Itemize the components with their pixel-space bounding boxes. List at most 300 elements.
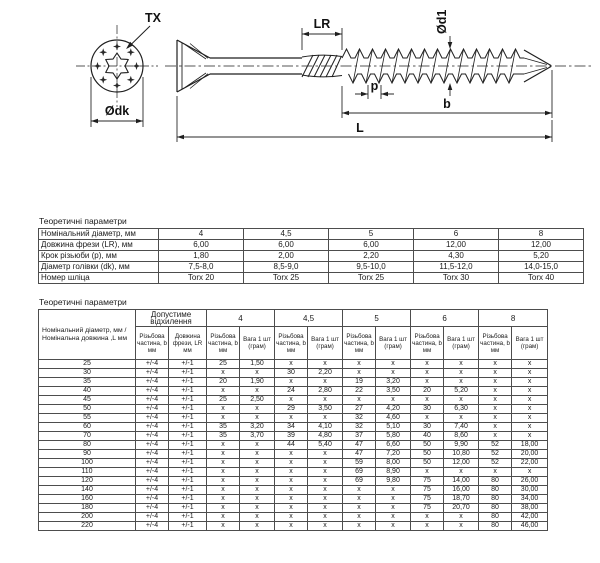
param-value: 12,00	[414, 240, 499, 251]
value-cell: x	[275, 414, 308, 423]
length-cell: 30	[39, 369, 136, 378]
screw-side-view	[165, 40, 592, 92]
size-row	[39, 504, 548, 513]
length-cell: 200	[39, 513, 136, 522]
value-cell: x	[240, 468, 275, 477]
param-value: 7,5-8,0	[159, 262, 244, 273]
value-cell: 46,00	[512, 522, 548, 531]
value-cell: 75	[411, 477, 444, 486]
param-label: Номінальний діаметр, мм	[39, 229, 159, 240]
value-cell: x	[343, 504, 376, 513]
value-cell: x	[343, 495, 376, 504]
table2-title: Теоретичні параметри	[39, 297, 127, 307]
value-cell: x	[444, 369, 479, 378]
size-row	[39, 450, 548, 459]
size-row	[39, 477, 548, 486]
value-cell: +/-4	[136, 504, 169, 513]
value-cell: +/-1	[169, 396, 207, 405]
value-cell: 9,80	[376, 477, 411, 486]
value-cell: 32	[343, 423, 376, 432]
value-cell: x	[207, 441, 240, 450]
param-value: 4,30	[414, 251, 499, 262]
length-cell: 110	[39, 468, 136, 477]
value-cell: x	[444, 513, 479, 522]
param-value: 8	[499, 229, 584, 240]
value-cell: 4,10	[308, 423, 343, 432]
value-cell: 5,10	[376, 423, 411, 432]
value-cell: x	[411, 468, 444, 477]
value-cell: x	[444, 522, 479, 531]
value-cell: +/-1	[169, 369, 207, 378]
value-cell: x	[411, 522, 444, 531]
length-cell: 160	[39, 495, 136, 504]
value-cell: x	[240, 522, 275, 531]
length-cell: 100	[39, 459, 136, 468]
value-cell: +/-1	[169, 378, 207, 387]
value-cell: x	[308, 396, 343, 405]
value-cell: 80	[479, 513, 512, 522]
value-cell: x	[444, 468, 479, 477]
value-cell: +/-4	[136, 369, 169, 378]
param-value: Torx 25	[329, 273, 414, 284]
value-cell: 5,40	[308, 441, 343, 450]
length-cell: 40	[39, 387, 136, 396]
value-cell: x	[343, 369, 376, 378]
value-cell: 25	[207, 396, 240, 405]
value-cell: 9,90	[444, 441, 479, 450]
length-cell: 50	[39, 405, 136, 414]
value-cell: 20,00	[512, 450, 548, 459]
value-cell: x	[512, 423, 548, 432]
param-value: 5	[329, 229, 414, 240]
value-cell: x	[376, 513, 411, 522]
value-cell: +/-4	[136, 468, 169, 477]
length-cell: 90	[39, 450, 136, 459]
value-cell: +/-4	[136, 423, 169, 432]
value-cell: +/-1	[169, 432, 207, 441]
value-cell: 3,50	[376, 387, 411, 396]
value-cell: 20	[411, 387, 444, 396]
size-row	[39, 360, 548, 369]
sizes-weights-table	[38, 309, 548, 531]
value-cell: x	[275, 495, 308, 504]
value-cell: 2,20	[308, 369, 343, 378]
value-cell: x	[275, 360, 308, 369]
value-cell: x	[444, 378, 479, 387]
size-row	[39, 513, 548, 522]
param-row	[39, 251, 584, 262]
value-cell: x	[308, 486, 343, 495]
value-cell: 20,70	[444, 504, 479, 513]
size-row	[39, 495, 548, 504]
value-cell: +/-4	[136, 513, 169, 522]
value-cell: x	[275, 486, 308, 495]
value-cell: x	[207, 450, 240, 459]
value-cell: 7,20	[376, 450, 411, 459]
value-cell: x	[343, 513, 376, 522]
length-cell: 25	[39, 360, 136, 369]
value-cell: 27	[343, 405, 376, 414]
value-cell: 50	[411, 441, 444, 450]
value-cell: x	[308, 414, 343, 423]
subheader-tolerance-b: Різьбова частина, b мм	[136, 327, 169, 360]
value-cell: x	[512, 378, 548, 387]
param-value: 4	[159, 229, 244, 240]
value-cell: x	[479, 369, 512, 378]
value-cell: +/-4	[136, 477, 169, 486]
value-cell: x	[343, 486, 376, 495]
value-cell: x	[376, 522, 411, 531]
value-cell: +/-4	[136, 450, 169, 459]
param-row	[39, 273, 584, 284]
size-row	[39, 432, 548, 441]
value-cell: 30,00	[512, 486, 548, 495]
value-cell: +/-1	[169, 468, 207, 477]
value-cell: x	[479, 387, 512, 396]
value-cell: 30	[411, 405, 444, 414]
value-cell: x	[308, 450, 343, 459]
param-row	[39, 240, 584, 251]
size-row	[39, 441, 548, 450]
value-cell: +/-4	[136, 432, 169, 441]
value-cell: x	[240, 495, 275, 504]
subheader-d5-weight: Вага 1 шт (грам)	[376, 327, 411, 360]
value-cell: x	[207, 387, 240, 396]
dimension-label-l: L	[356, 121, 364, 135]
value-cell: x	[240, 387, 275, 396]
value-cell: 80	[479, 486, 512, 495]
subheader-d6-b: Різьбова частина, b мм	[411, 327, 444, 360]
l-dimension	[177, 96, 552, 142]
value-cell: 18,00	[512, 441, 548, 450]
length-cell: 220	[39, 522, 136, 531]
value-cell: 20	[207, 378, 240, 387]
value-cell: x	[275, 477, 308, 486]
length-cell: 120	[39, 477, 136, 486]
value-cell: x	[512, 387, 548, 396]
param-value: 11,5-12,0	[414, 262, 499, 273]
value-cell: x	[479, 432, 512, 441]
value-cell: x	[444, 414, 479, 423]
value-cell: 1,90	[240, 378, 275, 387]
value-cell: 44	[275, 441, 308, 450]
value-cell: 75	[411, 504, 444, 513]
value-cell: +/-1	[169, 504, 207, 513]
value-cell: x	[207, 405, 240, 414]
value-cell: +/-4	[136, 360, 169, 369]
length-cell: 60	[39, 423, 136, 432]
value-cell: x	[240, 477, 275, 486]
length-cell: 55	[39, 414, 136, 423]
column-group-tolerance: Допустиме відхилення	[136, 310, 207, 327]
value-cell: 18,70	[444, 495, 479, 504]
size-row	[39, 459, 548, 468]
value-cell: x	[411, 513, 444, 522]
param-value: Torx 20	[159, 273, 244, 284]
value-cell: +/-4	[136, 414, 169, 423]
value-cell: x	[479, 378, 512, 387]
value-cell: 80	[479, 504, 512, 513]
value-cell: +/-1	[169, 387, 207, 396]
value-cell: 7,40	[444, 423, 479, 432]
value-cell: x	[308, 513, 343, 522]
value-cell: +/-4	[136, 387, 169, 396]
value-cell: 47	[343, 450, 376, 459]
value-cell: 35	[207, 432, 240, 441]
value-cell: 3,20	[240, 423, 275, 432]
length-cell: 70	[39, 432, 136, 441]
value-cell: x	[376, 396, 411, 405]
value-cell: 50	[411, 450, 444, 459]
column-group-d8: 8	[479, 310, 548, 327]
column-group-d5: 5	[343, 310, 411, 327]
value-cell: x	[240, 513, 275, 522]
value-cell: x	[376, 495, 411, 504]
dimension-label-b: b	[443, 97, 451, 111]
value-cell: 30	[275, 369, 308, 378]
value-cell: 24	[275, 387, 308, 396]
param-label: Крок різьюби (p), мм	[39, 251, 159, 262]
size-row	[39, 369, 548, 378]
value-cell: 30	[411, 423, 444, 432]
param-row	[39, 262, 584, 273]
param-value: 12,00	[499, 240, 584, 251]
size-row	[39, 387, 548, 396]
value-cell: 19	[343, 378, 376, 387]
value-cell: 34	[275, 423, 308, 432]
value-cell: x	[411, 396, 444, 405]
value-cell: 4,80	[308, 432, 343, 441]
value-cell: 29	[275, 405, 308, 414]
size-row	[39, 522, 548, 531]
value-cell: x	[512, 405, 548, 414]
value-cell: x	[308, 378, 343, 387]
subheader-d4-5-b: Різьбова частина, b мм	[275, 327, 308, 360]
value-cell: 34,00	[512, 495, 548, 504]
value-cell: x	[240, 450, 275, 459]
value-cell: 5,80	[376, 432, 411, 441]
param-value: 5,20	[499, 251, 584, 262]
value-cell: 22	[343, 387, 376, 396]
screw-front-view	[76, 25, 158, 107]
param-value: 14,0-15,0	[499, 262, 584, 273]
value-cell: x	[207, 522, 240, 531]
param-label: Номер шліца	[39, 273, 159, 284]
value-cell: 39	[275, 432, 308, 441]
value-cell: 47	[343, 441, 376, 450]
dimension-label-tx: TX	[145, 11, 161, 25]
lr-dimension	[302, 17, 342, 50]
size-row	[39, 414, 548, 423]
value-cell: x	[240, 369, 275, 378]
value-cell: 75	[411, 495, 444, 504]
value-cell: x	[207, 369, 240, 378]
value-cell: x	[207, 477, 240, 486]
value-cell: x	[376, 369, 411, 378]
param-value: 6,00	[244, 240, 329, 251]
column-group-d6: 6	[411, 310, 479, 327]
table2-body	[39, 360, 548, 531]
value-cell: 80	[479, 477, 512, 486]
param-value: Torx 30	[414, 273, 499, 284]
value-cell: +/-4	[136, 495, 169, 504]
value-cell: 69	[343, 468, 376, 477]
value-cell: x	[308, 468, 343, 477]
value-cell: x	[512, 369, 548, 378]
theoretical-params-section	[38, 216, 583, 284]
length-cell: 35	[39, 378, 136, 387]
value-cell: 80	[479, 522, 512, 531]
param-value: 2,20	[329, 251, 414, 262]
value-cell: x	[479, 405, 512, 414]
value-cell: x	[512, 468, 548, 477]
value-cell: x	[207, 513, 240, 522]
value-cell: x	[240, 414, 275, 423]
value-cell: +/-1	[169, 459, 207, 468]
value-cell: x	[343, 396, 376, 405]
value-cell: x	[240, 486, 275, 495]
value-cell: 3,20	[376, 378, 411, 387]
value-cell: 42,00	[512, 513, 548, 522]
value-cell: x	[207, 504, 240, 513]
subheader-tolerance-lr: Довжина фрези, LR мм	[169, 327, 207, 360]
value-cell: x	[444, 360, 479, 369]
value-cell: 6,30	[444, 405, 479, 414]
value-cell: 4,60	[376, 414, 411, 423]
thread-top-profile	[342, 49, 524, 58]
param-label: Довжина фрези (LR), мм	[39, 240, 159, 251]
length-cell: 45	[39, 396, 136, 405]
value-cell: 50	[411, 459, 444, 468]
value-cell: 4,20	[376, 405, 411, 414]
value-cell: x	[308, 360, 343, 369]
value-cell: 3,70	[240, 432, 275, 441]
value-cell: x	[275, 468, 308, 477]
value-cell: x	[411, 360, 444, 369]
param-label: Діаметр голівки (dk), мм	[39, 262, 159, 273]
value-cell: x	[411, 369, 444, 378]
value-cell: x	[512, 360, 548, 369]
value-cell: +/-1	[169, 405, 207, 414]
value-cell: x	[207, 414, 240, 423]
value-cell: 12,00	[444, 459, 479, 468]
param-value: 6	[414, 229, 499, 240]
column-header-nominal-size: Номінальний діаметр, мм / Номінальна довжина ,L мм	[39, 310, 136, 360]
dimension-label-dk: Ødk	[104, 104, 130, 118]
value-cell: x	[479, 414, 512, 423]
subheader-d8-b: Різьбова частина, b мм	[479, 327, 512, 360]
param-value: 6,00	[329, 240, 414, 251]
sizes-weights-section	[38, 297, 547, 531]
value-cell: +/-4	[136, 405, 169, 414]
value-cell: +/-4	[136, 486, 169, 495]
value-cell: 52	[479, 450, 512, 459]
value-cell: +/-1	[169, 450, 207, 459]
size-row	[39, 468, 548, 477]
value-cell: 69	[343, 477, 376, 486]
value-cell: 59	[343, 459, 376, 468]
value-cell: x	[275, 522, 308, 531]
value-cell: x	[308, 495, 343, 504]
column-group-d4-5: 4,5	[275, 310, 343, 327]
value-cell: x	[444, 396, 479, 405]
value-cell: x	[275, 459, 308, 468]
value-cell: x	[207, 468, 240, 477]
param-value: 2,00	[244, 251, 329, 262]
value-cell: 14,00	[444, 477, 479, 486]
value-cell: x	[376, 504, 411, 513]
value-cell: 8,60	[444, 432, 479, 441]
value-cell: x	[376, 360, 411, 369]
value-cell: x	[411, 378, 444, 387]
value-cell: x	[308, 477, 343, 486]
value-cell: +/-1	[169, 495, 207, 504]
value-cell: +/-4	[136, 459, 169, 468]
column-group-d4: 4	[207, 310, 275, 327]
value-cell: x	[240, 441, 275, 450]
length-cell: 180	[39, 504, 136, 513]
value-cell: 8,90	[376, 468, 411, 477]
value-cell: x	[240, 504, 275, 513]
value-cell: x	[240, 405, 275, 414]
value-cell: 5,20	[444, 387, 479, 396]
subheader-d5-b: Різьбова частина, b мм	[343, 327, 376, 360]
subheader-d6-weight: Вага 1 шт (грам)	[444, 327, 479, 360]
value-cell: x	[512, 396, 548, 405]
value-cell: 40	[411, 432, 444, 441]
value-cell: +/-1	[169, 486, 207, 495]
value-cell: 26,00	[512, 477, 548, 486]
value-cell: +/-4	[136, 441, 169, 450]
value-cell: +/-4	[136, 396, 169, 405]
param-value: 9,5-10,0	[329, 262, 414, 273]
size-row	[39, 486, 548, 495]
value-cell: x	[275, 513, 308, 522]
param-value: 6,00	[159, 240, 244, 251]
value-cell: 2,80	[308, 387, 343, 396]
value-cell: +/-1	[169, 441, 207, 450]
value-cell: 6,60	[376, 441, 411, 450]
value-cell: x	[308, 504, 343, 513]
length-cell: 80	[39, 441, 136, 450]
param-value: Torx 25	[244, 273, 329, 284]
value-cell: x	[308, 522, 343, 531]
length-cell: 140	[39, 486, 136, 495]
value-cell: 22,00	[512, 459, 548, 468]
value-cell: x	[343, 522, 376, 531]
value-cell: x	[207, 495, 240, 504]
value-cell: x	[275, 504, 308, 513]
table1-title: Теоретичні параметри	[39, 216, 127, 226]
value-cell: 1,50	[240, 360, 275, 369]
table1-body	[39, 229, 584, 284]
subheader-d8-weight: Вага 1 шт (грам)	[512, 327, 548, 360]
value-cell: 2,50	[240, 396, 275, 405]
value-cell: x	[512, 432, 548, 441]
value-cell: x	[479, 360, 512, 369]
value-cell: +/-1	[169, 513, 207, 522]
dimension-label-p: p	[370, 79, 379, 93]
param-row	[39, 229, 584, 240]
param-value: 8,5-9,0	[244, 262, 329, 273]
value-cell: x	[207, 459, 240, 468]
value-cell: 10,80	[444, 450, 479, 459]
pitch-dimension	[355, 79, 394, 99]
value-cell: 3,50	[308, 405, 343, 414]
value-cell: x	[207, 486, 240, 495]
value-cell: x	[479, 423, 512, 432]
tx-callout	[126, 11, 162, 49]
